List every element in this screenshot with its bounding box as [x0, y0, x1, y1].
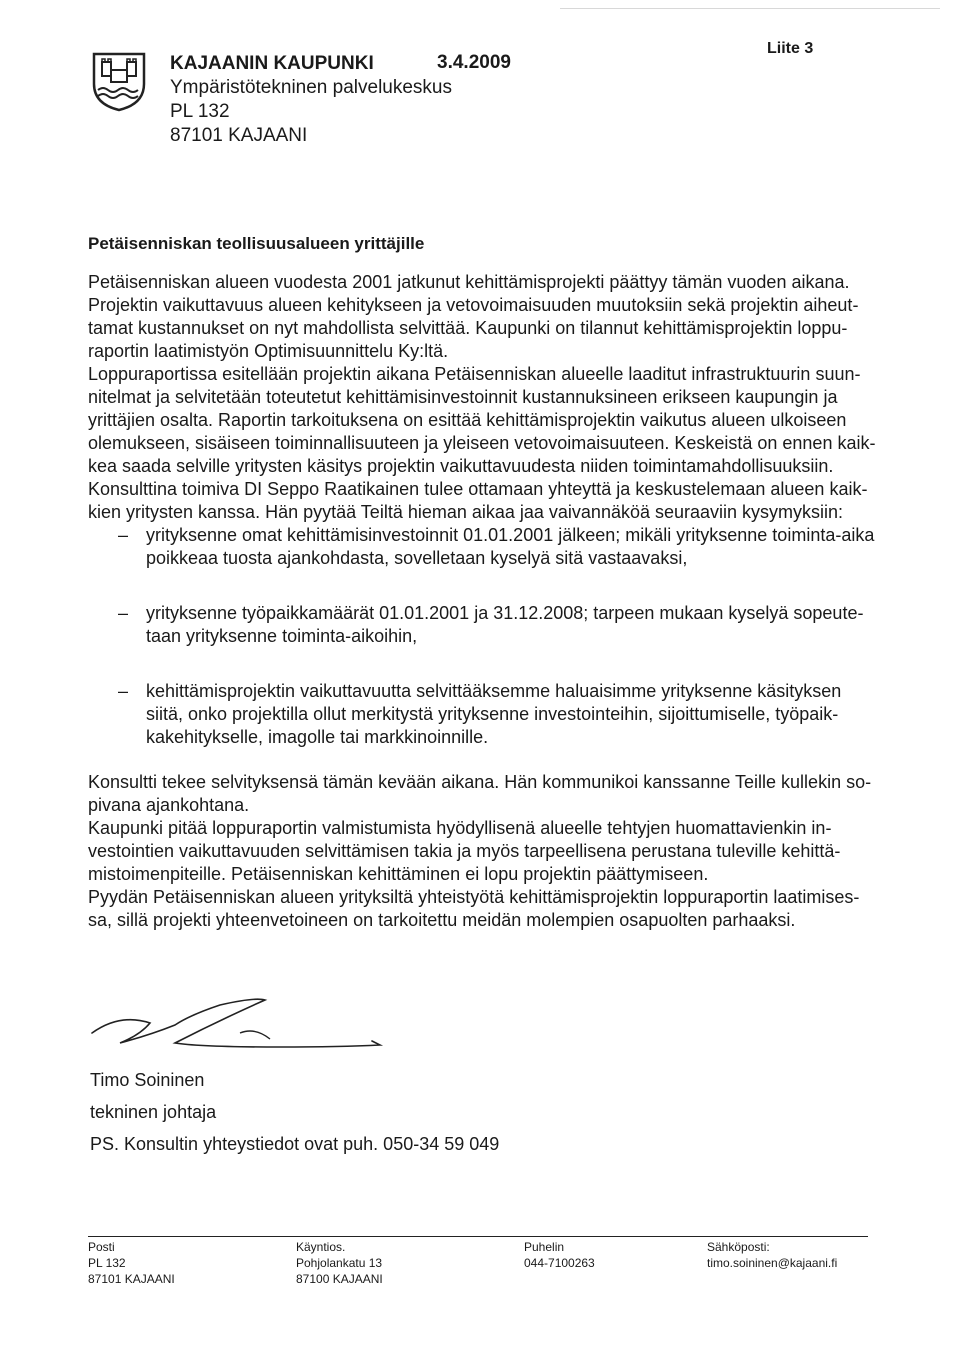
bullet-dash: –	[118, 525, 129, 545]
department-name: Ympäristötekninen palvelukeskus	[170, 77, 452, 98]
footer-value: Pohjolankatu 13	[296, 1256, 383, 1270]
letter-date: 3.4.2009	[437, 52, 511, 73]
footer-visit	[296, 1239, 383, 1287]
footer-value: timo.soininen@kajaani.fi	[707, 1256, 838, 1270]
question-item	[88, 602, 876, 648]
postscript: PS. Konsultin yhteystiedot ovat puh. 050-34 59 049	[90, 1134, 500, 1154]
signer-name: Timo Soininen	[90, 1070, 205, 1090]
bullet-dash: –	[118, 603, 129, 623]
body-paragraph: Konsultti tekee selvityksensä tämän kevään aikana. Hän kommunikoi kanssanne Teille kullekin so-pivana ajankohtana.	[88, 772, 872, 815]
question-item	[88, 524, 876, 570]
po-box: PL 132	[170, 101, 230, 122]
footer-value: 044-7100263	[524, 1256, 595, 1270]
city-name: KAJAANIN KAUPUNKI	[170, 53, 374, 74]
postal-address: 87101 KAJAANI	[170, 125, 308, 146]
body-paragraph: Kaupunki pitää loppuraportin valmistumista hyödyllisenä alueelle tehtyjen huomattavienkin in-vestointien vaikuttavuuden selvittämisen takia ja myös tarpeellisena perustana tuleville kehittä-mistoimenpiteille. Petäisenniskan kehittäminen ei lopu projektin päättymiseen.	[88, 818, 841, 884]
body-paragraph: Petäisenniskan alueen vuodesta 2001 jatkunut kehittämisprojekti päättyy tämän vuoden aikana. Projektin vaikuttavuus alueen kehitykseen ja vetovoimaisuuden muutoksiin sekä projektin aiheut-tamat kustannukset on nyt mahdollista selvittää. Kaupunki on tilannut kehittämisprojektin loppu-raportin laatimistyön Optimisuunnittelu Ky:ltä.	[88, 272, 859, 361]
body-paragraph: Loppuraportissa esitellään projektin aikana Petäisenniskan alueelle laaditut infrastruktuurin suun-nitelmat ja selvitetään toteutetut kehittämisinvestoinnit kustannuksineen erikseen kaupungin ja yrittäjien osalta. Raportin tarkoituksena on esittää kehittämisprojektin vaikutus alueen ulkoiseen olemukseen, sisäiseen toiminnallisuuteen ja yleiseen vetovoimaisuuteen. Keskeistä on ennen kaik-kea saada selville yritysten käsitys projektin vaikuttavuudesta niiden toimintamahdollisuuksiin.	[88, 364, 876, 476]
handwritten-signature	[80, 995, 390, 1060]
letter-subject: Petäisenniskan teollisuusalueen yrittäjille	[88, 234, 425, 253]
question-text: yrityksenne omat kehittämisinvestoinnit 01.01.2001 jälkeen; mikäli yrityksenne toiminta-aika poikkeaa tuosta ajankohdasta, sovelletaan kyselyä sitä vastaavaksi,	[146, 525, 875, 568]
footer-email	[707, 1239, 837, 1271]
bullet-dash: –	[118, 681, 129, 701]
footer-value: 87101 KAJAANI	[88, 1272, 175, 1286]
footer-label: Sähköposti:	[707, 1240, 770, 1254]
footer-label: Puhelin	[524, 1240, 565, 1254]
attachment-label: Liite 3	[767, 40, 814, 57]
footer-post	[88, 1239, 175, 1287]
signature-block	[90, 1064, 499, 1160]
question-text: kehittämisprojektin vaikuttavuutta selvittääksemme haluaisimme yrityksenne käsityksen siitä, onko projektilla ollut merkitystä yrityksenne investointeihin, sijoittumiselle, työpaik-kakehitykselle, imagolle tai markkinoinnille.	[146, 681, 842, 747]
footer-label: Posti	[88, 1240, 115, 1254]
scan-edge-line	[560, 8, 940, 9]
body-paragraph: Pyydän Petäisenniskan alueen yrityksiltä yhteistyötä kehittämisprojektin loppuraportin laatimises-sa, sillä projekti yhteenvetoineen on tarkoitettu meidän molempien osapuolten parhaaksi.	[88, 887, 860, 930]
footer-phone	[524, 1239, 595, 1271]
footer-divider	[88, 1236, 868, 1237]
question-item	[88, 680, 876, 749]
signer-title: tekninen johtaja	[90, 1102, 217, 1122]
footer-value: PL 132	[88, 1256, 126, 1270]
letter-body	[88, 271, 876, 932]
footer-label: Käyntios.	[296, 1240, 346, 1254]
body-paragraph: Konsulttina toimiva DI Seppo Raatikainen tulee ottamaan yhteyttä ja keskustelemaan alueen kaik-kien yritysten kanssa. Hän pyytää Teiltä hieman aikaa jaa vaivannäköä seuraaviin kysymyksiin:	[88, 479, 868, 522]
coat-of-arms-logo	[88, 50, 150, 112]
question-text: yrityksenne työpaikkamäärät 01.01.2001 ja 31.12.2008; tarpeen mukaan kyselyä sopeute-taan yrityksenne toiminta-aikoihin,	[146, 603, 864, 646]
footer-value: 87100 KAJAANI	[296, 1272, 383, 1286]
question-list	[88, 524, 876, 749]
